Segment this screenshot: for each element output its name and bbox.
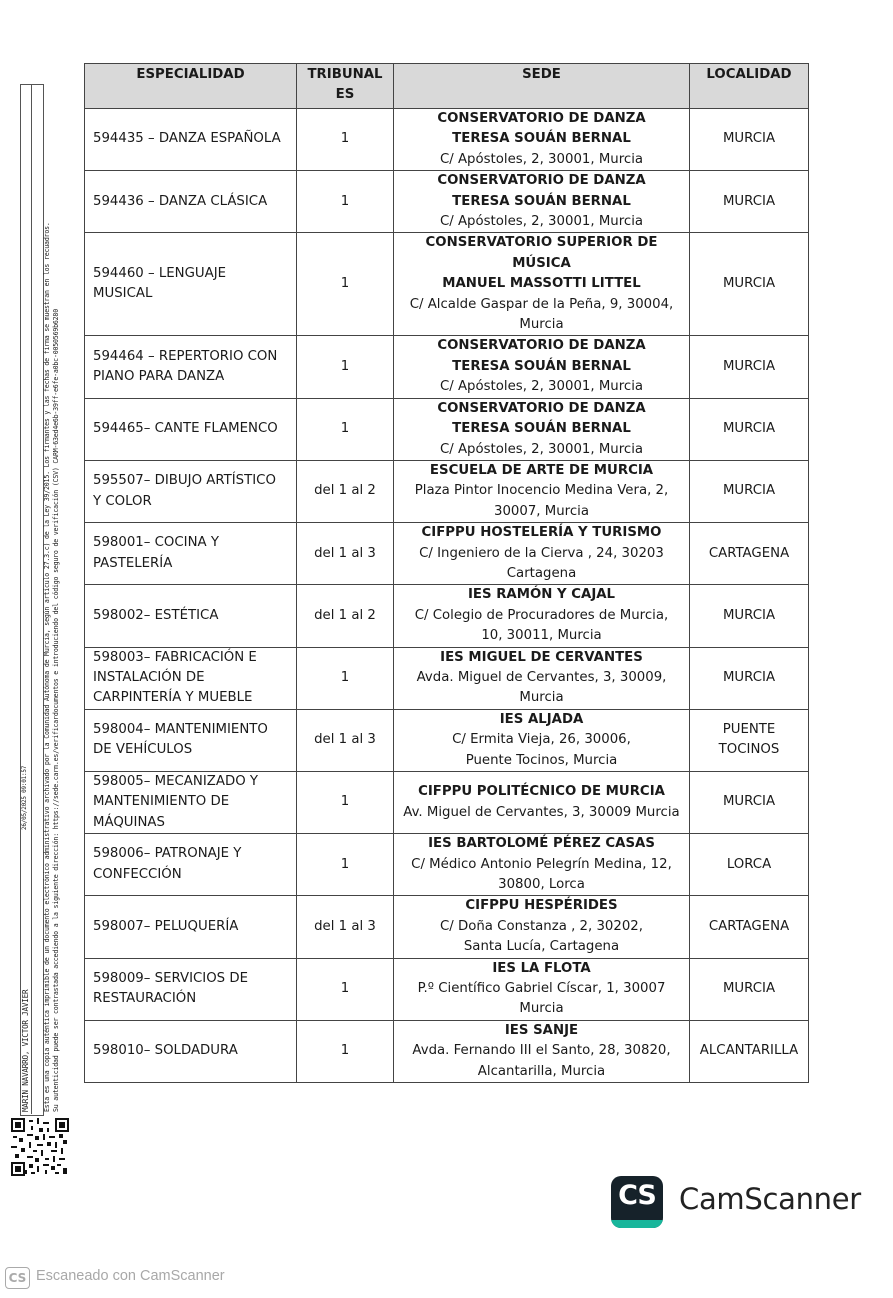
cell-tribunales: 1 (297, 1020, 394, 1082)
sede-address: C/ Apóstoles, 2, 30001, Murcia (439, 151, 644, 167)
verification-strip-box (20, 84, 44, 1116)
table-row (85, 585, 809, 647)
cell-tribunales: 1 (297, 233, 394, 336)
sede-name: CONSERVATORIO DE DANZA TERESA SOUÁN BERNAL (437, 338, 646, 374)
table-row (85, 896, 809, 958)
cell-tribunales: 1 (297, 958, 394, 1020)
table-row (85, 647, 809, 709)
sede-address: Avda. Fernando III el Santo, 28, 30820, Alcantarilla, Murcia (412, 1043, 671, 1079)
sede-name: IES MIGUEL DE CERVANTES (440, 649, 643, 665)
sede-name: IES ALJADA (499, 711, 584, 727)
table-row (85, 709, 809, 771)
cell-especialidad: 594435 – DANZA ESPAÑOLA (85, 109, 297, 171)
table-row (85, 834, 809, 896)
cell-especialidad: 594464 – REPERTORIO CON PIANO PARA DANZA (85, 336, 297, 398)
cell-localidad: MURCIA (690, 958, 809, 1020)
tribunales-table (84, 63, 809, 1083)
table-row (85, 1020, 809, 1082)
sede-name: ESCUELA DE ARTE DE MURCIA (429, 462, 654, 478)
cell-sede (394, 772, 690, 834)
cell-especialidad: 598004– MANTENIMIENTO DE VEHÍCULOS (85, 709, 297, 771)
table-row (85, 958, 809, 1020)
cell-especialidad: 594465– CANTE FLAMENCO (85, 398, 297, 460)
sede-name: IES RAMÓN Y CAJAL (467, 587, 616, 603)
qr-code-icon (11, 1118, 69, 1176)
cell-localidad: MURCIA (690, 398, 809, 460)
cell-especialidad: 598006– PATRONAJE Y CONFECCIÓN (85, 834, 297, 896)
signature-timestamp: 26/05/2025 09:01:57 (21, 765, 28, 830)
sede-name: CONSERVATORIO DE DANZA TERESA SOUÁN BERNAL (437, 400, 646, 437)
cell-localidad: LORCA (690, 834, 809, 896)
header-sede: SEDE (394, 64, 690, 109)
cell-localidad: CARTAGENA (690, 896, 809, 958)
sede-address: C/ Colegio de Procuradores de Murcia, 10, 30011, Murcia (414, 607, 669, 644)
legal-text-line-2: Su autenticidad puede ser contrastada accediendo a la siguiente dirección: https://sede.carm.es/verificardocumentos e introduciendo del código seguro de verificación (CSV) CARM-63ed4e6b-39ff-e6fe-a0bc-0050569b6280 (52, 309, 60, 1112)
cell-tribunales: del 1 al 3 (297, 523, 394, 585)
sede-address: P.º Científico Gabriel Císcar, 1, 30007 Murcia (417, 981, 666, 1017)
sede-name: CIFPPU HESPÉRIDES (465, 898, 618, 914)
sede-name: CONSERVATORIO DE DANZA TERESA SOUÁN BERNAL (437, 111, 646, 147)
camscanner-badge-icon: CS (611, 1176, 663, 1228)
table-row (85, 398, 809, 460)
sede-name: CONSERVATORIO DE DANZA TERESA SOUÁN BERNAL (437, 173, 646, 209)
table-row (85, 336, 809, 398)
cell-sede (394, 647, 690, 709)
cell-sede (394, 460, 690, 522)
cell-localidad: MURCIA (690, 109, 809, 171)
cell-especialidad: 598005– MECANIZADO Y MANTENIMIENTO DE MÁQUINAS (85, 772, 297, 834)
sede-name: IES LA FLOTA (492, 960, 591, 976)
cell-tribunales: del 1 al 2 (297, 585, 394, 647)
sede-address: Av. Miguel de Cervantes, 3, 30009 Murcia (403, 804, 680, 820)
table-body (85, 109, 809, 1083)
cell-localidad: MURCIA (690, 336, 809, 398)
cell-tribunales: 1 (297, 398, 394, 460)
cell-tribunales: 1 (297, 772, 394, 834)
signer-name: MARIN NAVARRO, VICTOR JAVIER (21, 989, 30, 1112)
cell-localidad: MURCIA (690, 585, 809, 647)
cell-especialidad: 594460 – LENGUAJE MUSICAL (85, 233, 297, 336)
sede-address: C/ Doña Constanza , 2, 30202, Santa Lucía, Cartagena (440, 918, 643, 955)
header-especialidad: ESPECIALIDAD (85, 64, 297, 109)
cell-tribunales: del 1 al 2 (297, 460, 394, 522)
cell-tribunales: del 1 al 3 (297, 896, 394, 958)
cell-localidad: MURCIA (690, 772, 809, 834)
cell-tribunales: del 1 al 3 (297, 709, 394, 771)
header-localidad: LOCALIDAD (690, 64, 809, 109)
cell-sede (394, 336, 690, 398)
sede-address: C/ Ingeniero de la Cierva , 24, 30203 Cartagena (419, 545, 664, 581)
sede-address: Avda. Miguel de Cervantes, 3, 30009, Murcia (416, 669, 667, 706)
table-row (85, 460, 809, 522)
cell-localidad: PUENTE TOCINOS (690, 709, 809, 771)
table-row (85, 772, 809, 834)
cell-especialidad: 598002– ESTÉTICA (85, 585, 297, 647)
cell-sede (394, 171, 690, 233)
cell-sede (394, 834, 690, 896)
table-row (85, 233, 809, 336)
cell-localidad: MURCIA (690, 647, 809, 709)
cell-especialidad: 594436 – DANZA CLÁSICA (85, 171, 297, 233)
table-row (85, 523, 809, 585)
cell-especialidad: 598003– FABRICACIÓN E INSTALACIÓN DE CARPINTERÍA Y MUEBLE (85, 647, 297, 709)
cell-especialidad: 595507– DIBUJO ARTÍSTICO Y COLOR (85, 460, 297, 522)
cell-tribunales: 1 (297, 834, 394, 896)
camscanner-logo (611, 1176, 863, 1230)
sede-address: C/ Apóstoles, 2, 30001, Murcia (439, 379, 644, 395)
cell-sede (394, 585, 690, 647)
cell-localidad: MURCIA (690, 171, 809, 233)
sede-name: IES BARTOLOMÉ PÉREZ CASAS (428, 836, 655, 852)
cell-sede (394, 398, 690, 460)
sede-name: CIFPPU HOSTELERÍA Y TURISMO (421, 525, 662, 541)
legal-text-line-1: Esta es una copia auténtica imprimible de un documento electrónico administrativo archivado por la Comunidad Autónoma de Murcia, según artículo 27.3.c) de la Ley 39/2015. Los firmantes y las fechas de firma se muestran en los recuadros. (43, 222, 51, 1112)
cell-localidad: MURCIA (690, 233, 809, 336)
sede-name: CIFPPU POLITÉCNICO DE MURCIA (418, 784, 665, 800)
table-row (85, 109, 809, 171)
sede-address: C/ Apóstoles, 2, 30001, Murcia (439, 214, 644, 230)
sede-address: C/ Médico Antonio Pelegrín Medina, 12, 30800, Lorca (411, 856, 672, 893)
camscanner-footer-icon: CS (5, 1267, 30, 1289)
sede-address: C/ Apóstoles, 2, 30001, Murcia (439, 441, 644, 457)
cell-tribunales: 1 (297, 171, 394, 233)
cell-sede (394, 958, 690, 1020)
cell-especialidad: 598009– SERVICIOS DE RESTAURACIÓN (85, 958, 297, 1020)
cell-localidad: ALCANTARILLA (690, 1020, 809, 1082)
cell-tribunales: 1 (297, 109, 394, 171)
cell-especialidad: 598001– COCINA Y PASTELERÍA (85, 523, 297, 585)
cell-sede (394, 709, 690, 771)
cell-especialidad: 598007– PELUQUERÍA (85, 896, 297, 958)
scan-footer-text: Escaneado con CamScanner (36, 1268, 225, 1284)
header-tribunales: TRIBUNAL ES (297, 64, 394, 109)
cell-localidad: CARTAGENA (690, 523, 809, 585)
cell-sede (394, 109, 690, 171)
table-row (85, 171, 809, 233)
cell-sede (394, 233, 690, 336)
sede-name: IES SANJE (504, 1022, 579, 1038)
cell-tribunales: 1 (297, 336, 394, 398)
cell-tribunales: 1 (297, 647, 394, 709)
cell-sede (394, 1020, 690, 1082)
sede-name: CONSERVATORIO SUPERIOR DE MÚSICA MANUEL MASSOTTI LITTEL (425, 235, 658, 292)
sede-address: C/ Alcalde Gaspar de la Peña, 9, 30004, Murcia (409, 296, 674, 333)
cell-sede (394, 896, 690, 958)
sede-address: C/ Ermita Vieja, 26, 30006, Puente Tocinos, Murcia (452, 732, 631, 768)
cell-especialidad: 598010– SOLDADURA (85, 1020, 297, 1082)
camscanner-wordmark: CamScanner (679, 1182, 861, 1216)
verification-strip-divider (31, 84, 32, 1114)
table-header-row (85, 64, 809, 109)
sede-address: Plaza Pintor Inocencio Medina Vera, 2, 30007, Murcia (414, 483, 669, 519)
cell-sede (394, 523, 690, 585)
cell-localidad: MURCIA (690, 460, 809, 522)
